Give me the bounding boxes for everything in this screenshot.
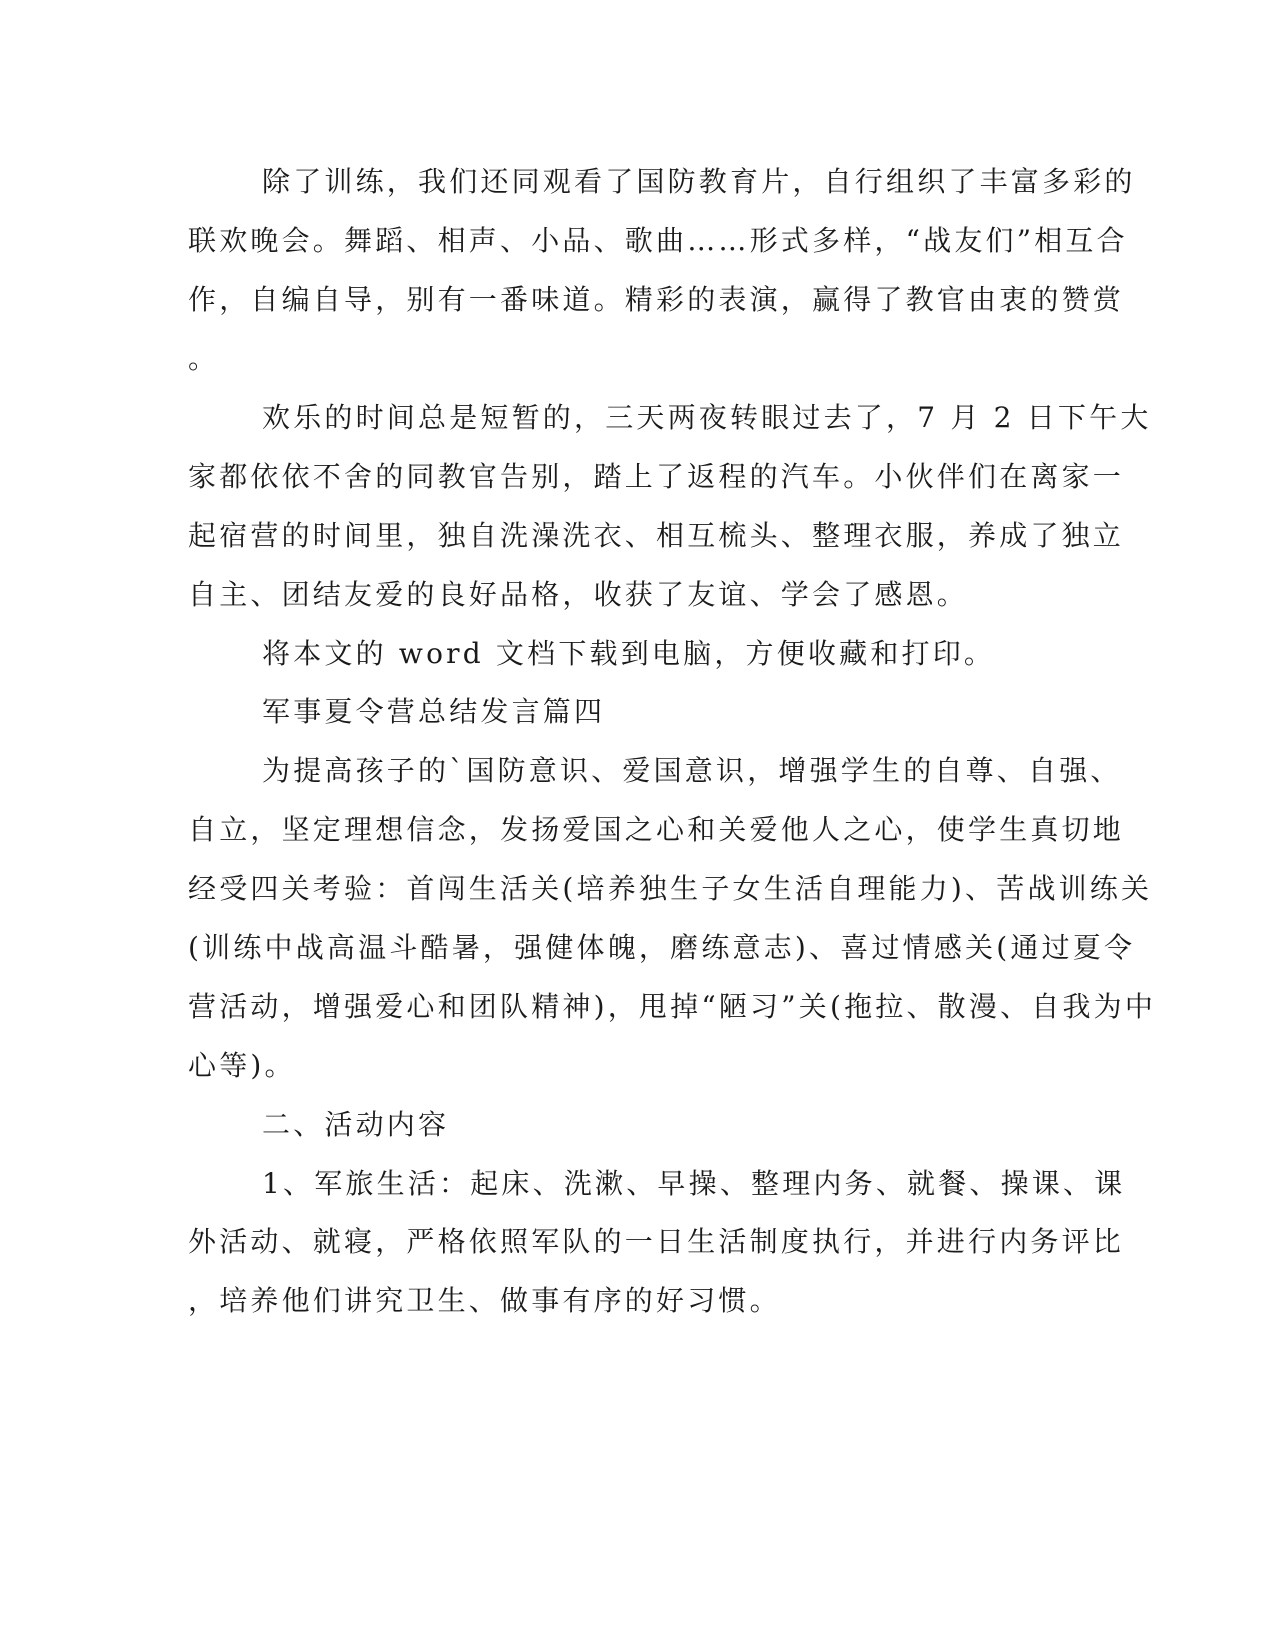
paragraph-line: 心等)。 [188, 1049, 296, 1082]
paragraph-line: 将本文的 word 文档下载到电脑，方便收藏和打印。 [262, 637, 996, 670]
paragraph-line: 联欢晚会。舞蹈、相声、小品、歌曲……形式多样，“战友们”相互合 [188, 224, 1128, 257]
section-title: 军事夏令营总结发言篇四 [262, 695, 606, 728]
paragraph-line: 。 [188, 342, 220, 375]
paragraph-line: (训练中战高温斗酷暑，强健体魄，磨练意志)、喜过情感关(通过夏令 [188, 931, 1136, 964]
paragraph-line: 外活动、就寝，严格依照军队的一日生活制度执行，并进行内务评比 [188, 1225, 1125, 1258]
paragraph-line: 1、军旅生活：起床、洗漱、早操、整理内务、就餐、操课、课 [262, 1167, 1126, 1200]
paragraph-line: 自立，坚定理想信念，发扬爱国之心和关爱他人之心，使学生真切地 [188, 813, 1125, 846]
paragraph-line: ，培养他们讲究卫生、做事有序的好习惯。 [188, 1284, 781, 1317]
paragraph-line: 欢乐的时间总是短暂的，三天两夜转眼过去了，7 月 2 日下午大 [262, 401, 1152, 434]
paragraph-line: 营活动，增强爱心和团队精神)，甩掉“陋习”关(拖拉、散漫、自我为中 [188, 990, 1157, 1023]
paragraph-line: 自主、团结友爱的良好品格，收获了友谊、学会了感恩。 [188, 578, 969, 611]
paragraph-line: 除了训练，我们还同观看了国防教育片，自行组织了丰富多彩的 [262, 165, 1136, 198]
paragraph-line: 家都依依不舍的同教官告别，踏上了返程的汽车。小伙伴们在离家一 [188, 460, 1125, 493]
section-heading: 二、活动内容 [262, 1108, 450, 1141]
paragraph-line: 作，自编自导，别有一番味道。精彩的表演，赢得了教官由衷的赞赏 [188, 283, 1125, 316]
paragraph-line: 经受四关考验：首闯生活关(培养独生子女生活自理能力)、苦战训练关 [188, 872, 1153, 905]
paragraph-line: 起宿营的时间里，独自洗澡洗衣、相互梳头、整理衣服，养成了独立 [188, 519, 1125, 552]
paragraph-line: 为提高孩子的`国防意识、爱国意识，增强学生的自尊、自强、 [262, 754, 1122, 787]
